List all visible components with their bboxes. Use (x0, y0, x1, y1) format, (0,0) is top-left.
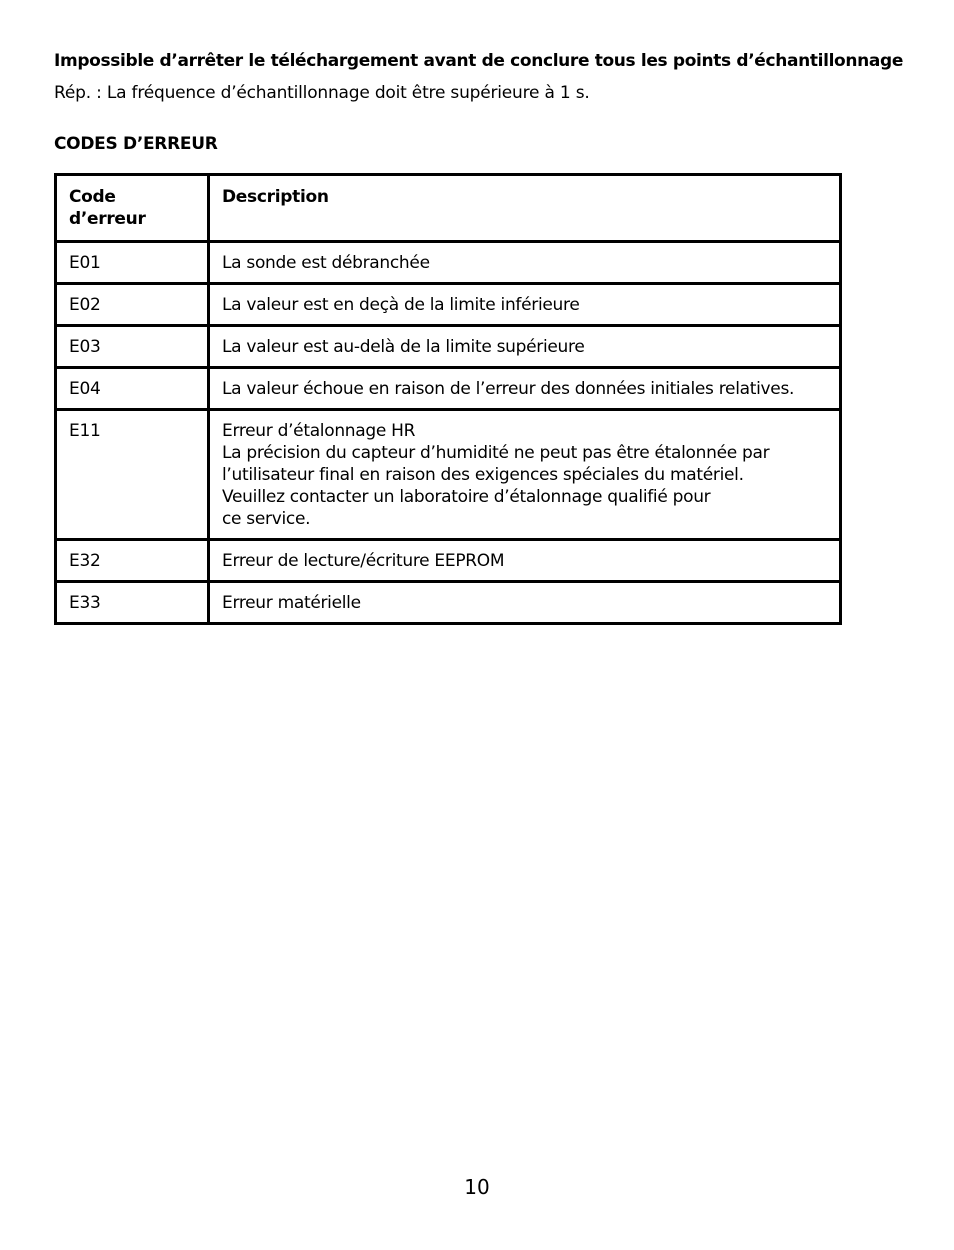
table-row (56, 326, 841, 368)
description-line: Erreur matérielle (222, 593, 361, 613)
description-line: ce service. (222, 509, 311, 529)
page-number: 10 (464, 1175, 490, 1199)
table-row (56, 284, 841, 326)
table-header-row (56, 175, 841, 242)
column-header-description: Description (209, 175, 841, 242)
error-code-cell: E32 (56, 540, 209, 582)
column-header-code: Code d’erreur (56, 175, 209, 242)
error-description-cell (209, 284, 841, 326)
error-description-cell (209, 368, 841, 410)
table-row (56, 410, 841, 540)
description-line: Erreur d’étalonnage HR (222, 421, 416, 441)
error-description-cell (209, 540, 841, 582)
description-line: La valeur est au-delà de la limite supérieure (222, 337, 585, 357)
error-code-cell: E02 (56, 284, 209, 326)
faq-answer: Rép. : La fréquence d’échantillonnage doit être supérieure à 1 s. (54, 83, 590, 103)
table-row (56, 242, 841, 284)
error-code-cell: E33 (56, 582, 209, 624)
description-line: La sonde est débranchée (222, 253, 430, 273)
description-line: Erreur de lecture/écriture EEPROM (222, 551, 505, 571)
section-heading: CODES D’ERREUR (54, 134, 218, 154)
faq-question: Impossible d’arrêter le téléchargement avant de conclure tous les points d’échantillonnage (54, 51, 904, 71)
error-code-cell: E01 (56, 242, 209, 284)
description-line: La valeur est en deçà de la limite inférieure (222, 295, 580, 315)
error-code-cell: E11 (56, 410, 209, 540)
error-description-cell (209, 326, 841, 368)
error-description-cell (209, 582, 841, 624)
error-code-cell: E04 (56, 368, 209, 410)
table-row (56, 540, 841, 582)
table-row (56, 582, 841, 624)
error-codes-table (54, 173, 842, 625)
description-line: La précision du capteur d’humidité ne peut pas être étalonnée par (222, 443, 770, 463)
error-code-cell: E03 (56, 326, 209, 368)
error-description-cell (209, 242, 841, 284)
description-line: Veuillez contacter un laboratoire d’étalonnage qualifié pour (222, 487, 711, 507)
error-description-cell (209, 410, 841, 540)
table-row (56, 368, 841, 410)
description-line: La valeur échoue en raison de l’erreur des données initiales relatives. (222, 379, 795, 399)
description-line: l’utilisateur final en raison des exigences spéciales du matériel. (222, 465, 744, 485)
